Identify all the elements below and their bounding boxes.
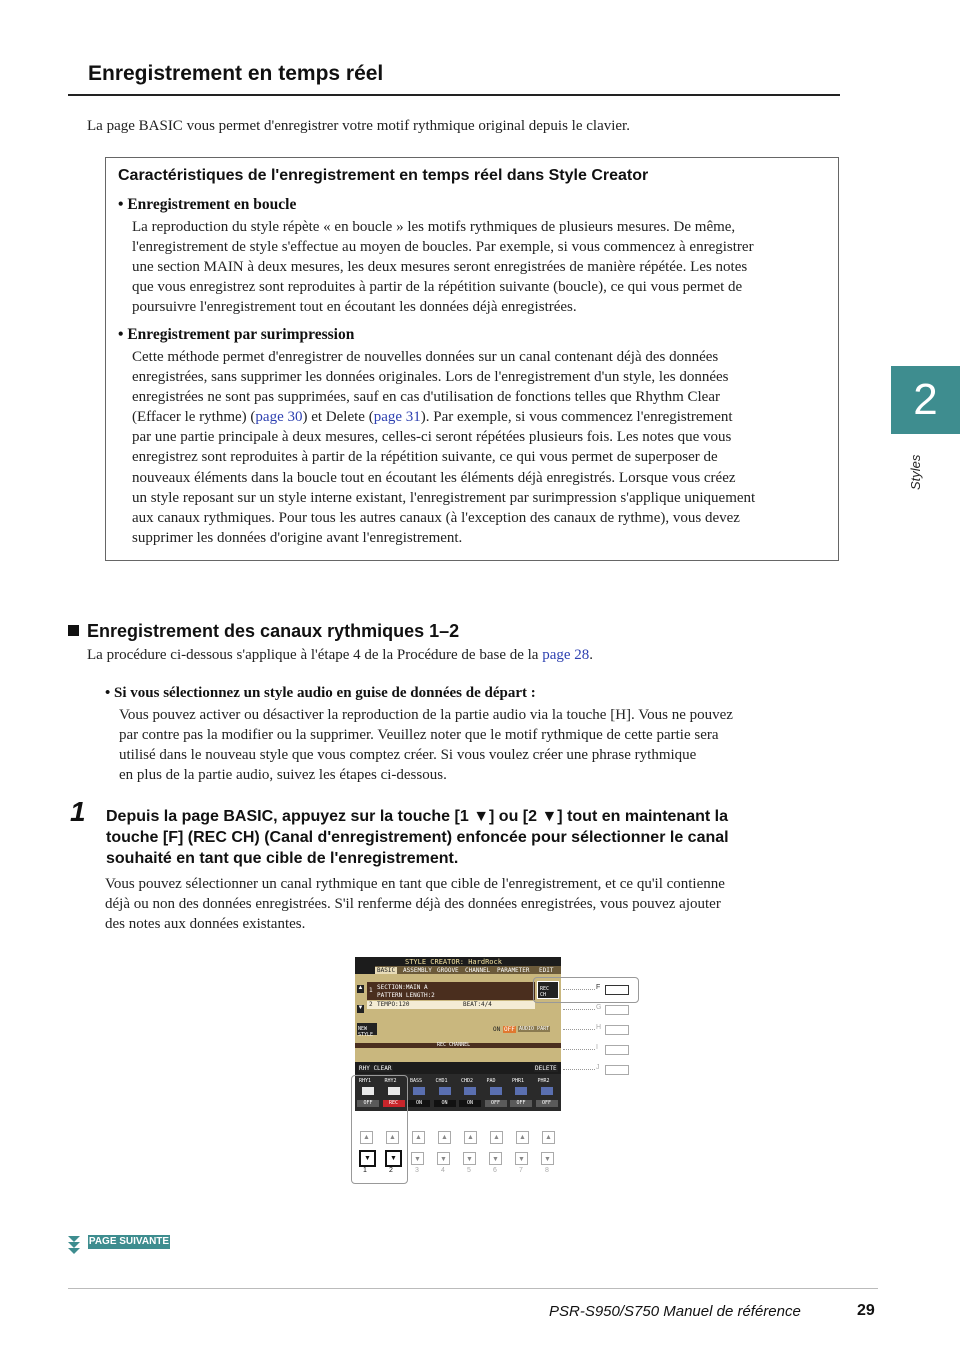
page-31-link[interactable]: page 31 — [373, 409, 421, 426]
lcd-audio-part: AUDIO PART — [519, 1026, 550, 1032]
page-30-link[interactable]: page 30 — [255, 409, 303, 426]
channel-up-button[interactable]: ▲ — [490, 1131, 503, 1144]
instrument-icon — [541, 1087, 553, 1095]
leader-line — [563, 1029, 595, 1030]
lcd-channel-name: PHR1 — [512, 1078, 525, 1084]
channel-down-button[interactable]: ▼ — [489, 1152, 502, 1165]
section-title: Enregistrement des canaux rythmiques 1–2 — [68, 621, 459, 642]
channel-up-button[interactable]: ▲ — [412, 1131, 425, 1144]
lcd-section-box — [367, 982, 535, 1000]
lcd-channel-name: PAD — [486, 1078, 496, 1084]
channel-up-button[interactable]: ▲ — [386, 1131, 399, 1144]
lcd-tab-bar — [375, 966, 561, 974]
lcd-channel-phr1[interactable] — [510, 1078, 533, 1110]
lcd-rec-channel-bar: REC CHANNEL — [355, 1043, 561, 1048]
channel-number: 7 — [519, 1167, 523, 1174]
side-button-label: I — [596, 1044, 598, 1051]
lcd-pattern-length: PATTERN LENGTH:2 — [377, 992, 435, 999]
side-button-i[interactable] — [605, 1045, 629, 1055]
side-button-h[interactable] — [605, 1025, 629, 1035]
leader-line — [563, 1049, 595, 1050]
channel-number: 5 — [467, 1167, 471, 1174]
highlight-frame-channels — [351, 1075, 408, 1184]
footer-title: PSR-S950/S750 Manuel de référence — [549, 1303, 801, 1320]
chapter-tab: 2 — [891, 366, 960, 434]
intro-text: La page BASIC vous permet d'enregistrer votre motif rythmique original depuis le clavier. — [87, 118, 630, 134]
side-button-g[interactable] — [605, 1005, 629, 1015]
note-heading: • Si vous sélectionnez un style audio en guise de données de départ : — [105, 685, 536, 701]
instrument-icon — [464, 1087, 476, 1095]
step-title: Depuis la page BASIC, appuyez sur la touche [1 ▼] ou [2 ▼] tout en maintenant la touche [F] (REC CH) (Canal d'enregistrement) enfoncée pour sélectionner le canal souhaité en tant que cible de l'enregistrement. — [106, 808, 729, 867]
footer-divider — [68, 1288, 878, 1289]
lcd-off-toggle[interactable]: OFF — [504, 1026, 515, 1033]
channel-number: 2 — [389, 1167, 393, 1174]
lcd-channel-name: BASS — [410, 1078, 423, 1084]
lcd-channel-name: CHD2 — [461, 1078, 474, 1084]
lcd-channel-name: RHY2 — [384, 1078, 397, 1084]
lcd-row-1: 1 — [369, 987, 373, 994]
lcd-tab-assembly[interactable]: ASSEMBLY — [403, 967, 432, 974]
lcd-channel-state: ON — [459, 1100, 481, 1107]
channel-number: 3 — [415, 1167, 419, 1174]
overdub-paragraph: Cette méthode permet d'enregistrer de nouvelles données sur un canal contenant déjà des données enregistrées, sans supprimer les données originales. Lors de l'enregistrement d'un style, les données enregistrées ne sont pas supprimées, sauf en cas d'utilisation de fonctions telles que Rhythm Clear (Effacer le rythme) (page 30) et Delete (page 31). Par exemple, si vous commencez l'enregistrement par une partie principale à deux mesures, celles-ci seront répétées plusieurs fois. Les notes que vous enregistrez sont reproduites à partir de la répétition suivante, ce qui vous permet de superposer de nouveaux éléments dans la boucle tout en écoutant les éléments déjà enregistrés. Lorsque vous créez un style reposant sur un style interne existant, l'enregistrement par surimpression s'applique uniquement aux canaux rythmiques. Pour tous les autres canaux (à l'exception des canaux de rythme), vous devez supprimer les données d'origine avant l'enregistrement. — [132, 349, 756, 546]
leader-line — [563, 1069, 595, 1070]
lcd-title: STYLE CREATOR: HardRock — [405, 958, 502, 966]
lcd-row-2: 2 — [369, 1001, 373, 1008]
lcd-on-label: ON — [493, 1026, 501, 1033]
lcd-channel-name: RHY1 — [359, 1078, 372, 1084]
channel-number: 1 — [363, 1167, 367, 1174]
leader-line — [563, 1009, 595, 1010]
note-paragraph: Vous pouvez activer ou désactiver la reproduction de la partie audio via la touche [H]. Vous ne pouvez par contre pas la modifier ou la supprimer. Veuillez noter que le motif rythmique de cette partie sera utilisé dans le nouveau style que vous comptez créer. Si vous voulez créer une phrase rythmique en plus de la partie audio, suivez les étapes ci-dessous. — [119, 707, 733, 784]
square-bullet-icon — [68, 625, 79, 636]
page-title: Enregistrement en temps réel — [88, 62, 384, 85]
instrument-icon — [439, 1087, 451, 1095]
side-button-label: F — [596, 984, 601, 991]
section-intro: La procédure ci-dessous s'applique à l'étape 4 de la Procédure de base de la page 28. — [87, 647, 594, 663]
bullet-heading-loop: • Enregistrement en boucle — [118, 196, 297, 213]
channel-up-button[interactable]: ▲ — [360, 1131, 373, 1144]
lcd-down-arrow-icon[interactable]: ▼ — [357, 1005, 364, 1011]
side-button-label: J — [596, 1064, 600, 1071]
channel-down-button[interactable]: ▼ — [385, 1150, 402, 1167]
box-title: Caractéristiques de l'enregistrement en temps réel dans Style Creator — [118, 167, 649, 184]
step-body: Vous pouvez sélectionner un canal rythmique en tant que cible de l'enregistrement, et ce qu'il contienne déjà ou non des données enregistrées. S'il renferme déjà des données enregistrées, vous pouvez ajouter des notes aux données existantes. — [105, 876, 725, 933]
lcd-channel-pad[interactable] — [485, 1078, 508, 1110]
lcd-channel-state: REC — [383, 1100, 405, 1107]
channel-number: 4 — [441, 1167, 445, 1174]
lcd-channel-state: ON — [434, 1100, 456, 1107]
channel-up-button[interactable]: ▲ — [542, 1131, 555, 1144]
lcd-rhy-clear-button[interactable]: RHY CLEAR — [359, 1065, 392, 1072]
channel-number: 8 — [545, 1167, 549, 1174]
channel-up-button[interactable]: ▲ — [516, 1131, 529, 1144]
lcd-tab-parameter[interactable]: PARAMETER — [497, 967, 530, 974]
lcd-delete-button[interactable]: DELETE — [535, 1065, 557, 1072]
lcd-section: SECTION:MAIN A — [377, 984, 428, 991]
loop-paragraph: La reproduction du style répète « en boucle » les motifs rythmiques de plusieurs mesures. De même, l'enregistrement de style s'effectue au moyen de boucles. Par exemple, si vous commencez à enregistrer une section MAIN à deux mesures, les deux mesures seront enregistrées de manière répétée. Les notes que vous enregistrez sont reproduites à partir de la répétition suivante (boucle), ce qui vous permet de poursuivre l'enregistrement tout en écoutant les données déjà enregistrées. — [132, 219, 754, 316]
side-button-label: G — [596, 1004, 602, 1011]
lcd-channel-chd2[interactable] — [459, 1078, 482, 1110]
lcd-tempo-row — [367, 1001, 535, 1009]
lcd-beat: BEAT:4/4 — [463, 1001, 492, 1008]
title-divider — [68, 94, 840, 96]
channel-down-button[interactable]: ▼ — [541, 1152, 554, 1165]
lcd-channel-state: OFF — [510, 1100, 532, 1107]
lcd-new-style-button[interactable]: NEW STYLE — [357, 1023, 377, 1035]
lcd-rec-ch-button[interactable]: REC CH — [537, 981, 559, 999]
lcd-channel-state: ON — [408, 1100, 430, 1107]
lcd-channel-name: CHD1 — [435, 1078, 448, 1084]
channel-up-button[interactable]: ▲ — [464, 1131, 477, 1144]
lcd-channel-state: OFF — [536, 1100, 558, 1107]
channel-down-button[interactable]: ▼ — [437, 1152, 450, 1165]
highlight-frame-rec-ch — [533, 977, 639, 1003]
next-page-label: PAGE SUIVANTE — [88, 1236, 170, 1247]
page-28-link[interactable]: page 28 — [542, 647, 590, 663]
bullet-heading-overdub: • Enregistrement par surimpression — [118, 326, 355, 343]
side-button-j[interactable] — [605, 1065, 629, 1075]
instrument-icon — [413, 1087, 425, 1095]
lcd-tab-edit[interactable]: EDIT — [539, 967, 554, 974]
lcd-channel-bass[interactable] — [408, 1078, 431, 1110]
lcd-up-arrow-icon[interactable]: ▲ — [357, 985, 364, 991]
channel-number: 6 — [493, 1167, 497, 1174]
lcd-tab-groove[interactable]: GROOVE — [437, 967, 459, 974]
instrument-icon — [490, 1087, 502, 1095]
channel-down-button[interactable]: ▼ — [359, 1150, 376, 1167]
channel-down-button[interactable]: ▼ — [515, 1152, 528, 1165]
lcd-channel-state: OFF — [485, 1100, 507, 1107]
lcd-tab-basic[interactable]: BASIC — [377, 967, 396, 974]
lcd-channel-name: PHR2 — [537, 1078, 550, 1084]
step-number: 1 — [70, 796, 86, 827]
channel-up-button[interactable]: ▲ — [438, 1131, 451, 1144]
lcd-tempo: TEMPO:120 — [377, 1001, 410, 1008]
side-button-label: H — [596, 1024, 602, 1031]
page-number: 29 — [857, 1302, 875, 1319]
lcd-channel-state: OFF — [357, 1100, 379, 1107]
instrument-icon — [515, 1087, 527, 1095]
channel-down-button[interactable]: ▼ — [411, 1152, 424, 1165]
channel-down-button[interactable]: ▼ — [463, 1152, 476, 1165]
lcd-channel-phr2[interactable] — [536, 1078, 559, 1110]
lcd-channel-chd1[interactable] — [434, 1078, 457, 1110]
lcd-tab-channel[interactable]: CHANNEL — [465, 967, 491, 974]
chapter-label: Styles — [908, 454, 923, 490]
